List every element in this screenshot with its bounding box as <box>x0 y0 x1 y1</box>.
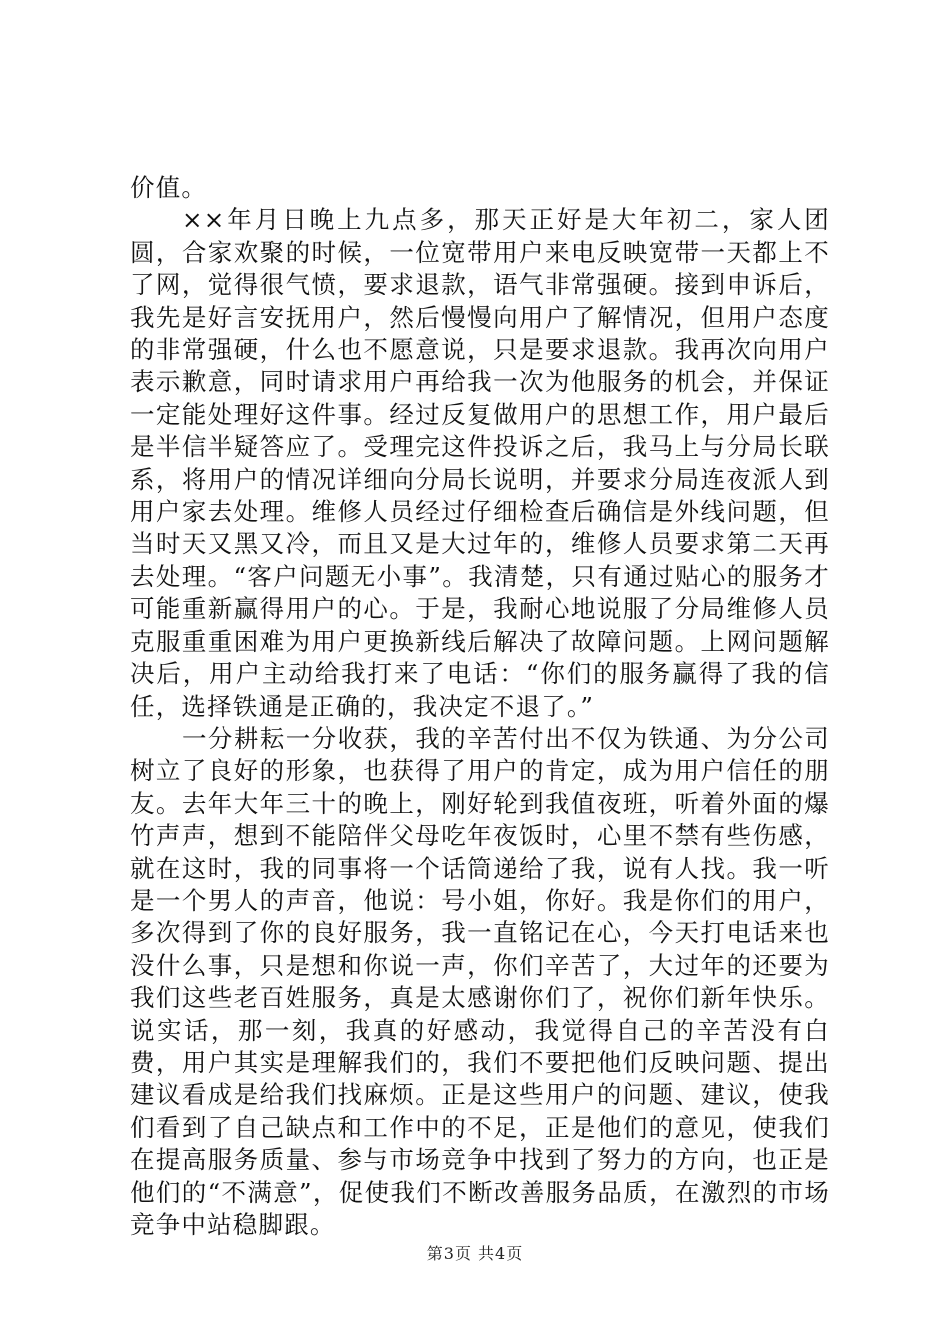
paragraph-new-year-call: 一分耕耘一分收获，我的辛苦付出不仅为铁通、为分公司树立了良好的形象，也获得了用户的肯定，成为用户信任的朋友。去年大年三十的晚上，刚好轮到我值夜班，听着外面的爆竹声声，想到不能陪伴父母吃年夜饭时，心里不禁有些伤感，就在这时，我的同事将一个话筒递给了我，说有人找。我一听是一个男人的声音，他说：号小姐，你好。我是你们的用户，多次得到了你的良好服务，我一直铭记在心，今天打电话来也没什么事，只是想和你说一声，你们辛苦了，大过年的还要为我们这些老百姓服务，真是太感谢你们了，祝你们新年快乐。说实话，那一刻，我真的好感动，我觉得自己的辛苦没有白费，用户其实是理解我们的，我们不要把他们反映问题、提出建议看成是给我们找麻烦。正是这些用户的问题、建议，使我们看到了自己缺点和工作中的不足，正是他们的意见，使我们在提高服务质量、参与市场竞争中找到了努力的方向，也正是他们的“不满意”，促使我们不断改善服务品质，在激烈的市场竞争中站稳脚跟。 <box>130 723 830 1239</box>
page-footer: 第3页 共4页 <box>426 1244 524 1263</box>
paragraph-broadband-complaint: ××年月日晚上九点多，那天正好是大年初二，家人团圆，合家欢聚的时候，一位宽带用户来电反映宽带一天都上不了网，觉得很气愤，要求退款，语气非常强硬。接到申诉后，我先是好言安抚用户，然后慢慢向用户了解情况，但用户态度的非常强硬，什么也不愿意说，只是要求退款。我再次向用户表示歉意，同时请求用户再给我一次为他服务的机会，并保证一定能处理好这件事。经过反复做用户的思想工作，用户最后是半信半疑答应了。受理完这件投诉之后，我马上与分局长联系，将用户的情况详细向分局长说明，并要求分局连夜派人到用户家去处理。维修人员经过仔细检查后确信是外线问题，但当时天又黑又冷，而且又是大过年的，维修人员要求第二天再去处理。“客户问题无小事”。我清楚，只有通过贴心的服务才可能重新赢得用户的心。于是，我耐心地说服了分局维修人员克服重重困难为用户更换新线后解决了故障问题。上网问题解决后，用户主动给我打来了电话：“你们的服务赢得了我的信任，选择铁通是正确的，我决定不退了。” <box>130 205 830 721</box>
document-body <box>130 172 830 1241</box>
paragraph-continuation: 价值。 <box>130 173 208 202</box>
